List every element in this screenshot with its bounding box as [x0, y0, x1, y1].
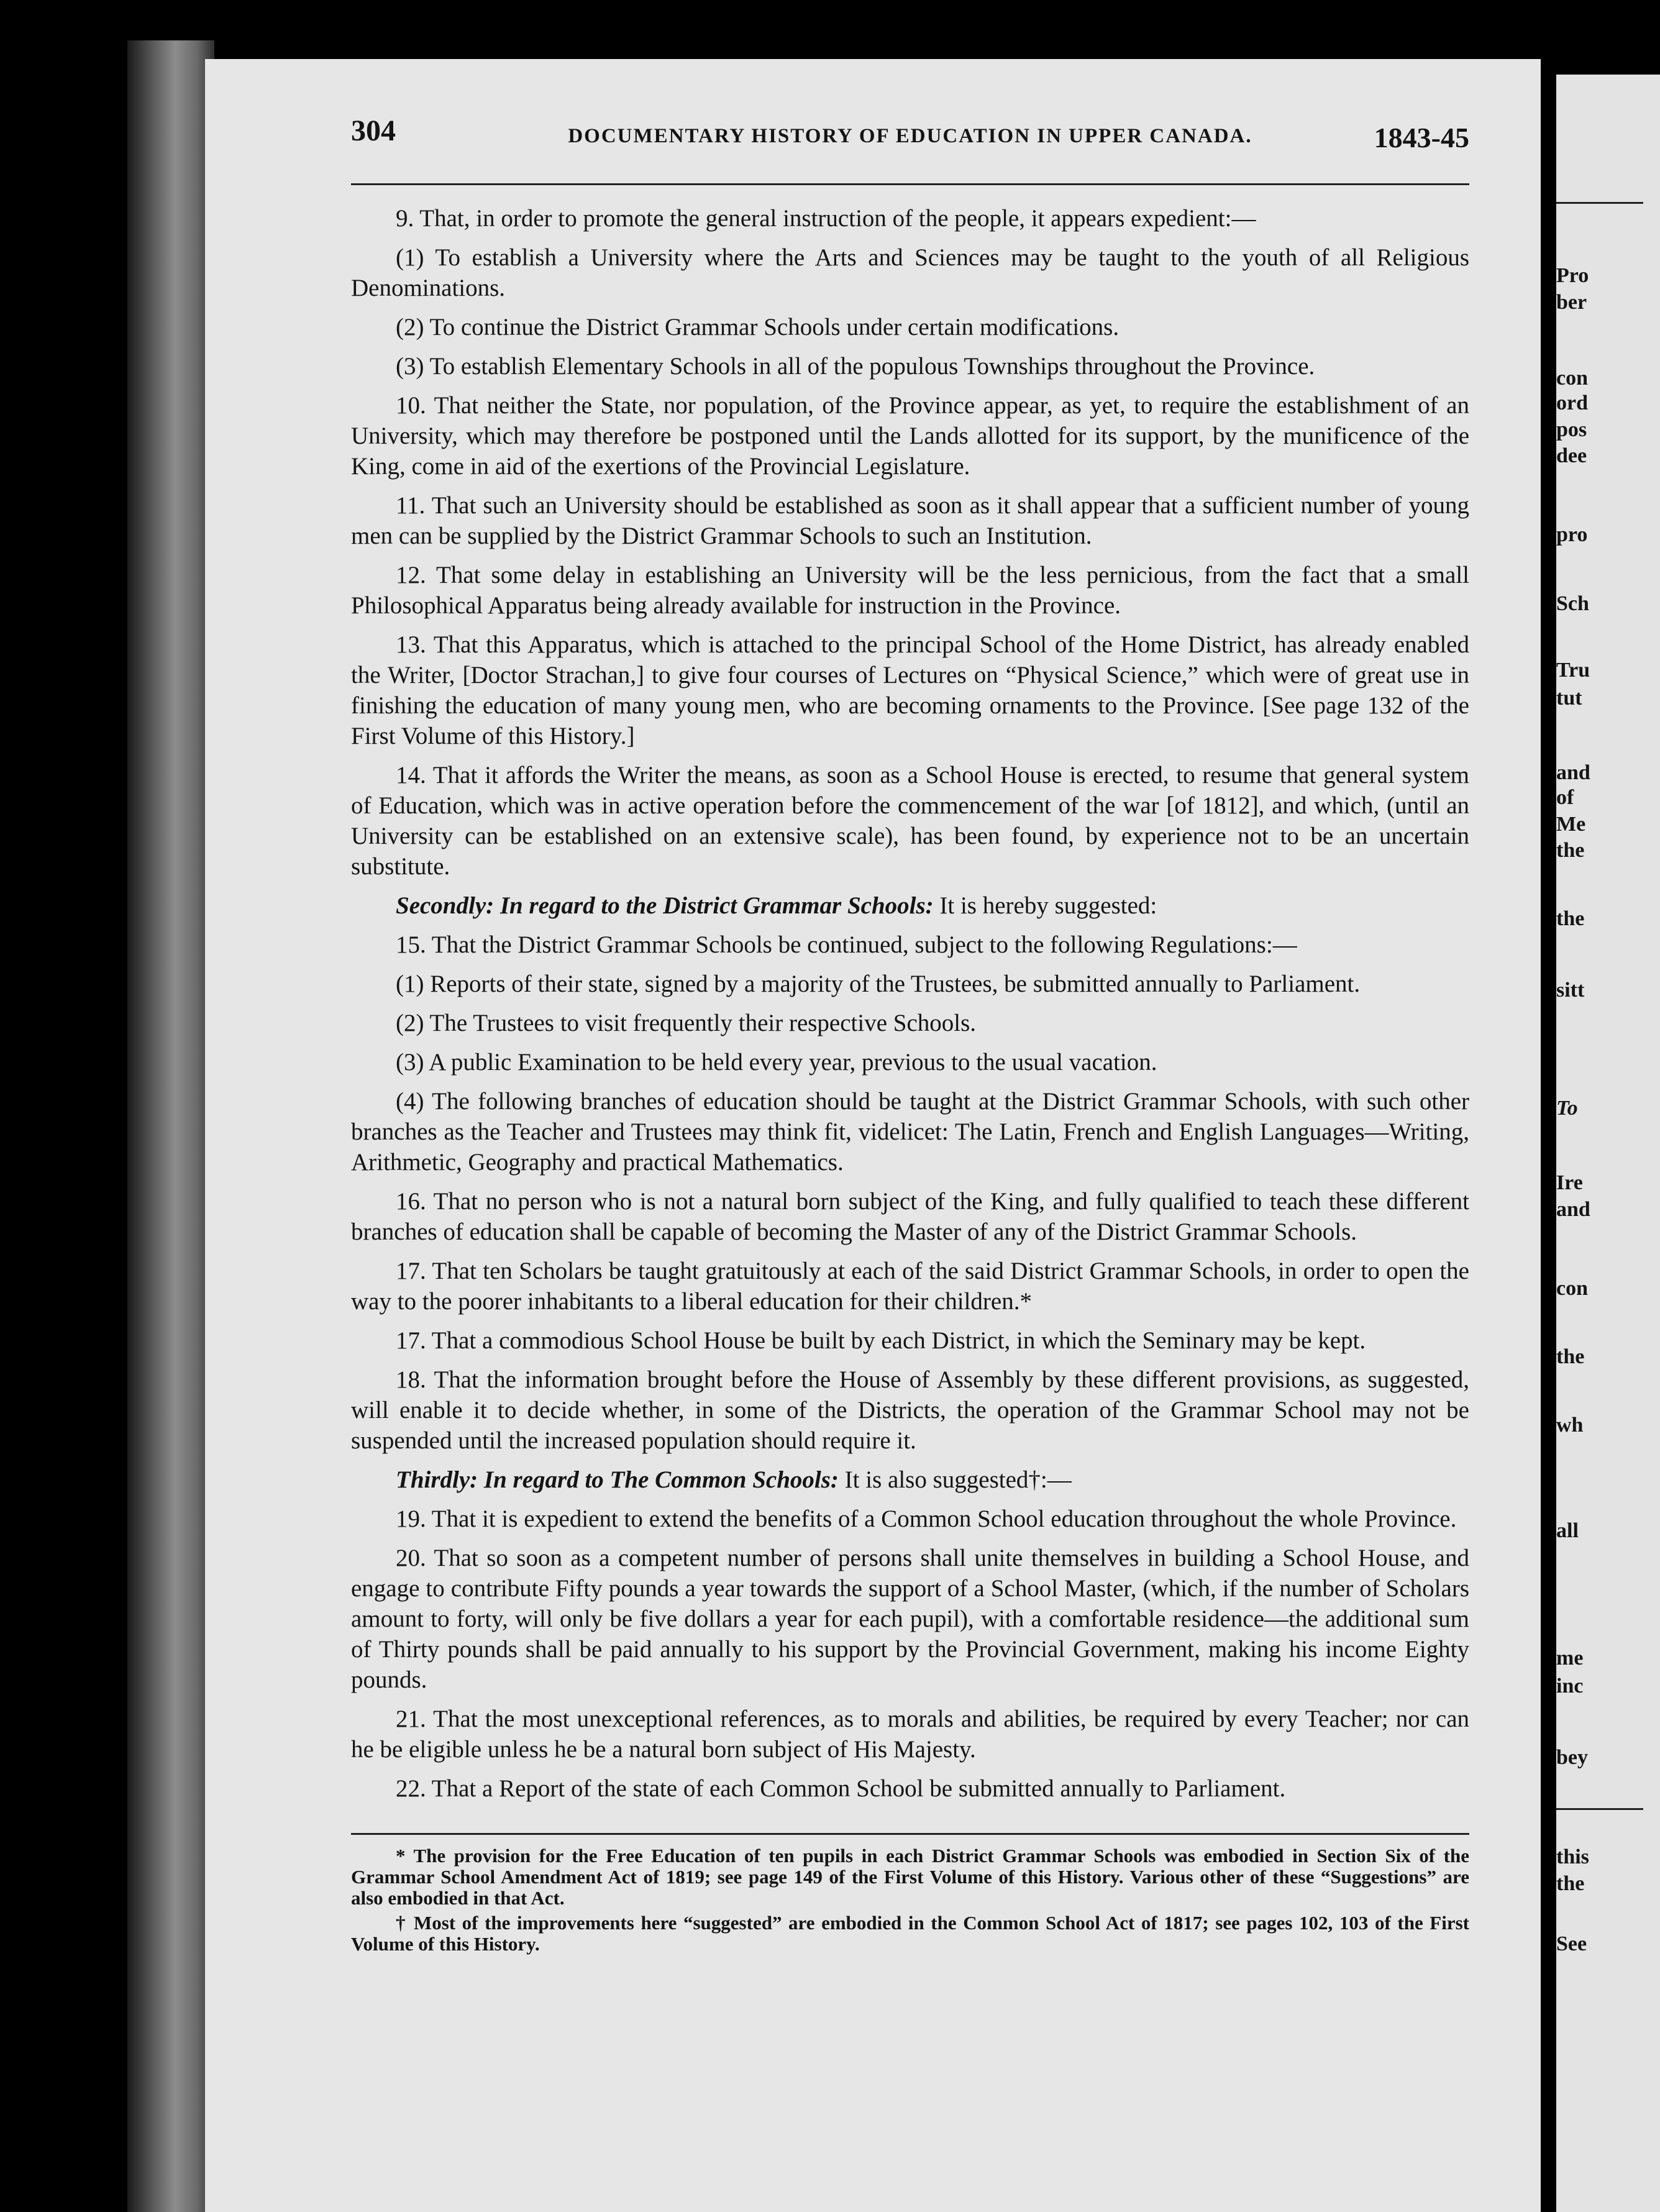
body-text [351, 203, 1469, 1812]
paragraph [351, 1047, 1469, 1077]
footnote: † Most of the improvements here “suggested” are embodied in the Common School Act of 1817; see pages 102, 103 of the First Volume of this History. [351, 1912, 1469, 1955]
paragraph-text: (2) To continue the District Grammar Schools under certain modifications. [396, 314, 1120, 340]
paragraph [351, 629, 1469, 751]
right-page-word-fragment: the [1556, 907, 1585, 930]
paragraph-text: (2) The Trustees to visit frequently their respective Schools. [396, 1010, 977, 1036]
paragraph [351, 1543, 1469, 1695]
section-heading: Thirdly: In regard to The Common Schools: [396, 1466, 839, 1493]
right-page-word-fragment: See [1556, 1932, 1587, 1955]
header-rule [351, 183, 1469, 185]
paragraph-text: 10. That neither the State, nor population, of the Province appear, as yet, to require the establishment of an University, which may therefore be postponed until the Lands allotted for its support, by the munificence of the King, come in aid of the exertions of the Provincial Legislature. [351, 392, 1469, 480]
right-page-header-rule [1556, 202, 1643, 204]
right-page-word-fragment: con [1556, 367, 1588, 390]
right-page-word-fragment: this [1556, 1845, 1589, 1868]
footnote: * The provision for the Free Education of ten pupils in each District Grammar Schools was embodied in Section Six of the Grammar School Amendment Act of 1819; see page 149 of the First Volume of this History. Various other of these “Suggestions” are also embodied in that Act. [351, 1845, 1469, 1909]
paragraph-text: 22. That a Report of the state of each Common School be submitted annually to Parliament. [396, 1775, 1286, 1802]
paragraph-text: (3) A public Examination to be held every year, previous to the usual vacation. [396, 1049, 1157, 1076]
paragraph [351, 490, 1469, 551]
footnote-rule [351, 1833, 1469, 1835]
right-page-fragment [1556, 75, 1660, 2212]
paragraph [351, 312, 1469, 342]
paragraph-text: It is hereby suggested: [933, 892, 1157, 919]
right-page-word-fragment: bey [1556, 1746, 1588, 1769]
right-page-word-fragment: of [1556, 786, 1574, 809]
paragraph [351, 760, 1469, 882]
paragraph-text: 14. That it affords the Writer the means, as soon as a School House is erected, to resume that general system of Education, which was in active operation before the commencement of the war [of 1812], and which, (until an University can be established on an extensive scale), has been found, by experience not to be an uncertain substitute. [351, 762, 1469, 880]
paragraph-text: (3) To establish Elementary Schools in all of the populous Townships throughout the Province. [396, 353, 1315, 380]
right-page-word-fragment: pro [1556, 523, 1588, 546]
right-page-word-fragment: tut [1556, 687, 1582, 710]
paragraph [351, 1704, 1469, 1765]
paragraph [351, 1773, 1469, 1804]
paragraph-text: 15. That the District Grammar Schools be continued, subject to the following Regulations:— [396, 931, 1297, 958]
paragraph [351, 969, 1469, 999]
right-page-word-fragment: Tru [1556, 659, 1590, 682]
right-page-word-fragment: and [1556, 761, 1590, 784]
right-page-word-fragment: and [1556, 1198, 1590, 1221]
paragraph-text: 16. That no person who is not a natural born subject of the King, and fully qualified to teach these different branches of education shall be capable of becoming the Master of any of the District Grammar Schools. [351, 1188, 1469, 1245]
paragraph-text: (1) To establish a University where the Arts and Sciences may be taught to the youth of all Religious Denominations. [351, 244, 1469, 301]
paragraph-text: (4) The following branches of education should be taught at the District Grammar Schools, with such other branches as the Teacher and Trustees may think fit, videlicet: The Latin, French and English Languages—Writing, Arithmetic, Geography and practical Mathematics. [351, 1088, 1469, 1176]
year-range: 1843-45 [1374, 122, 1469, 153]
paragraph [351, 390, 1469, 482]
right-page-word-fragment: dee [1556, 444, 1587, 467]
paragraph [351, 1465, 1469, 1495]
paragraph-text: 17. That ten Scholars be taught gratuitously at each of the said District Grammar Schools, in order to open the way to the poorer inhabitants to a liberal education for their children.* [351, 1258, 1469, 1315]
paragraph-text: 12. That some delay in establishing an University will be the less pernicious, from the fact that a small Philosophical Apparatus being already available for instruction in the Province. [351, 562, 1469, 619]
paragraph [351, 1256, 1469, 1317]
right-page-word-fragment: con [1556, 1277, 1588, 1300]
paragraph-text: It is also suggested†:— [838, 1466, 1072, 1493]
right-page-word-fragment: ord [1556, 391, 1588, 414]
paragraph [351, 1364, 1469, 1456]
paragraph [351, 203, 1469, 234]
footnotes [351, 1845, 1469, 1958]
page-number: 304 [351, 114, 396, 147]
paragraph-text: 17. That a commodious School House be built by each District, in which the Seminary may be kept. [396, 1327, 1366, 1354]
book-page-edges [127, 40, 214, 2212]
right-page-word-fragment: Me [1556, 813, 1586, 836]
paragraph [351, 890, 1469, 921]
running-title: DOCUMENTARY HISTORY OF EDUCATION IN UPPER CANADA. [568, 125, 1252, 147]
paragraph [351, 930, 1469, 960]
right-page-word-fragment: inc [1556, 1675, 1584, 1698]
right-page-word-fragment: To [1556, 1097, 1578, 1120]
right-page-word-fragment: Sch [1556, 592, 1589, 615]
right-page-word-fragment: the [1556, 839, 1585, 862]
right-page-word-fragment: all [1556, 1519, 1579, 1542]
paragraph [351, 1086, 1469, 1177]
right-page-word-fragment: pos [1556, 418, 1587, 441]
paragraph-text: 9. That, in order to promote the general instruction of the people, it appears expedient:— [396, 205, 1256, 232]
left-page [205, 59, 1541, 2212]
paragraph-text: 18. That the information brought before the House of Assembly by these different provisions, as suggested, will enable it to decide whether, in some of the Districts, the operation of the Grammar School may not be suspended until the increased population should require it. [351, 1366, 1469, 1454]
paragraph [351, 1504, 1469, 1534]
paragraph-text: 11. That such an University should be established as soon as it shall appear that a sufficient number of young men can be supplied by the District Grammar Schools to such an Institution. [351, 492, 1469, 549]
right-page-word-fragment: Ire [1556, 1171, 1583, 1194]
paragraph [351, 1008, 1469, 1038]
paragraph [351, 560, 1469, 621]
paragraph [351, 351, 1469, 382]
paragraph [351, 1325, 1469, 1356]
right-page-word-fragment: the [1556, 1345, 1585, 1368]
paragraph-text: 20. That so soon as a competent number of persons shall unite themselves in building a School House, and engage to contribute Fifty pounds a year towards the support of a School Master, (which, if the number of Scholars amount to forty, will only be five dollars a year for each pupil), with a comfortable residence—the additional sum of Thirty pounds shall be paid annually to his support by the Provincial Government, making his income Eighty pounds. [351, 1545, 1469, 1693]
paragraph-text: 13. That this Apparatus, which is attached to the principal School of the Home District, has already enabled the Writer, [Doctor Strachan,] to give four courses of Lectures on “Physical Science,” which were of great use in finishing the education of many young men, who are becoming ornaments to the Province. [See page 132 of the First Volume of this History.] [351, 631, 1469, 749]
paragraph [351, 242, 1469, 303]
right-page-footnote-rule [1556, 1808, 1643, 1810]
paragraph-text: 21. That the most unexceptional references, as to morals and abilities, be required by every Teacher; nor can he be eligible unless he be a natural born subject of His Majesty. [351, 1706, 1469, 1763]
paragraph-text: 19. That it is expedient to extend the benefits of a Common School education throughout the whole Province. [396, 1506, 1457, 1532]
paragraph-text: (1) Reports of their state, signed by a majority of the Trustees, be submitted annually to Parliament. [396, 971, 1361, 997]
right-page-word-fragment: wh [1556, 1414, 1584, 1437]
paragraph [351, 1186, 1469, 1247]
right-page-word-fragment: Pro [1556, 264, 1589, 287]
right-page-word-fragment: me [1556, 1647, 1584, 1670]
section-heading: Secondly: In regard to the District Grammar Schools: [396, 892, 934, 919]
right-page-word-fragment: the [1556, 1872, 1585, 1895]
right-page-word-fragment: ber [1556, 291, 1587, 314]
right-page-word-fragment: sitt [1556, 979, 1585, 1002]
